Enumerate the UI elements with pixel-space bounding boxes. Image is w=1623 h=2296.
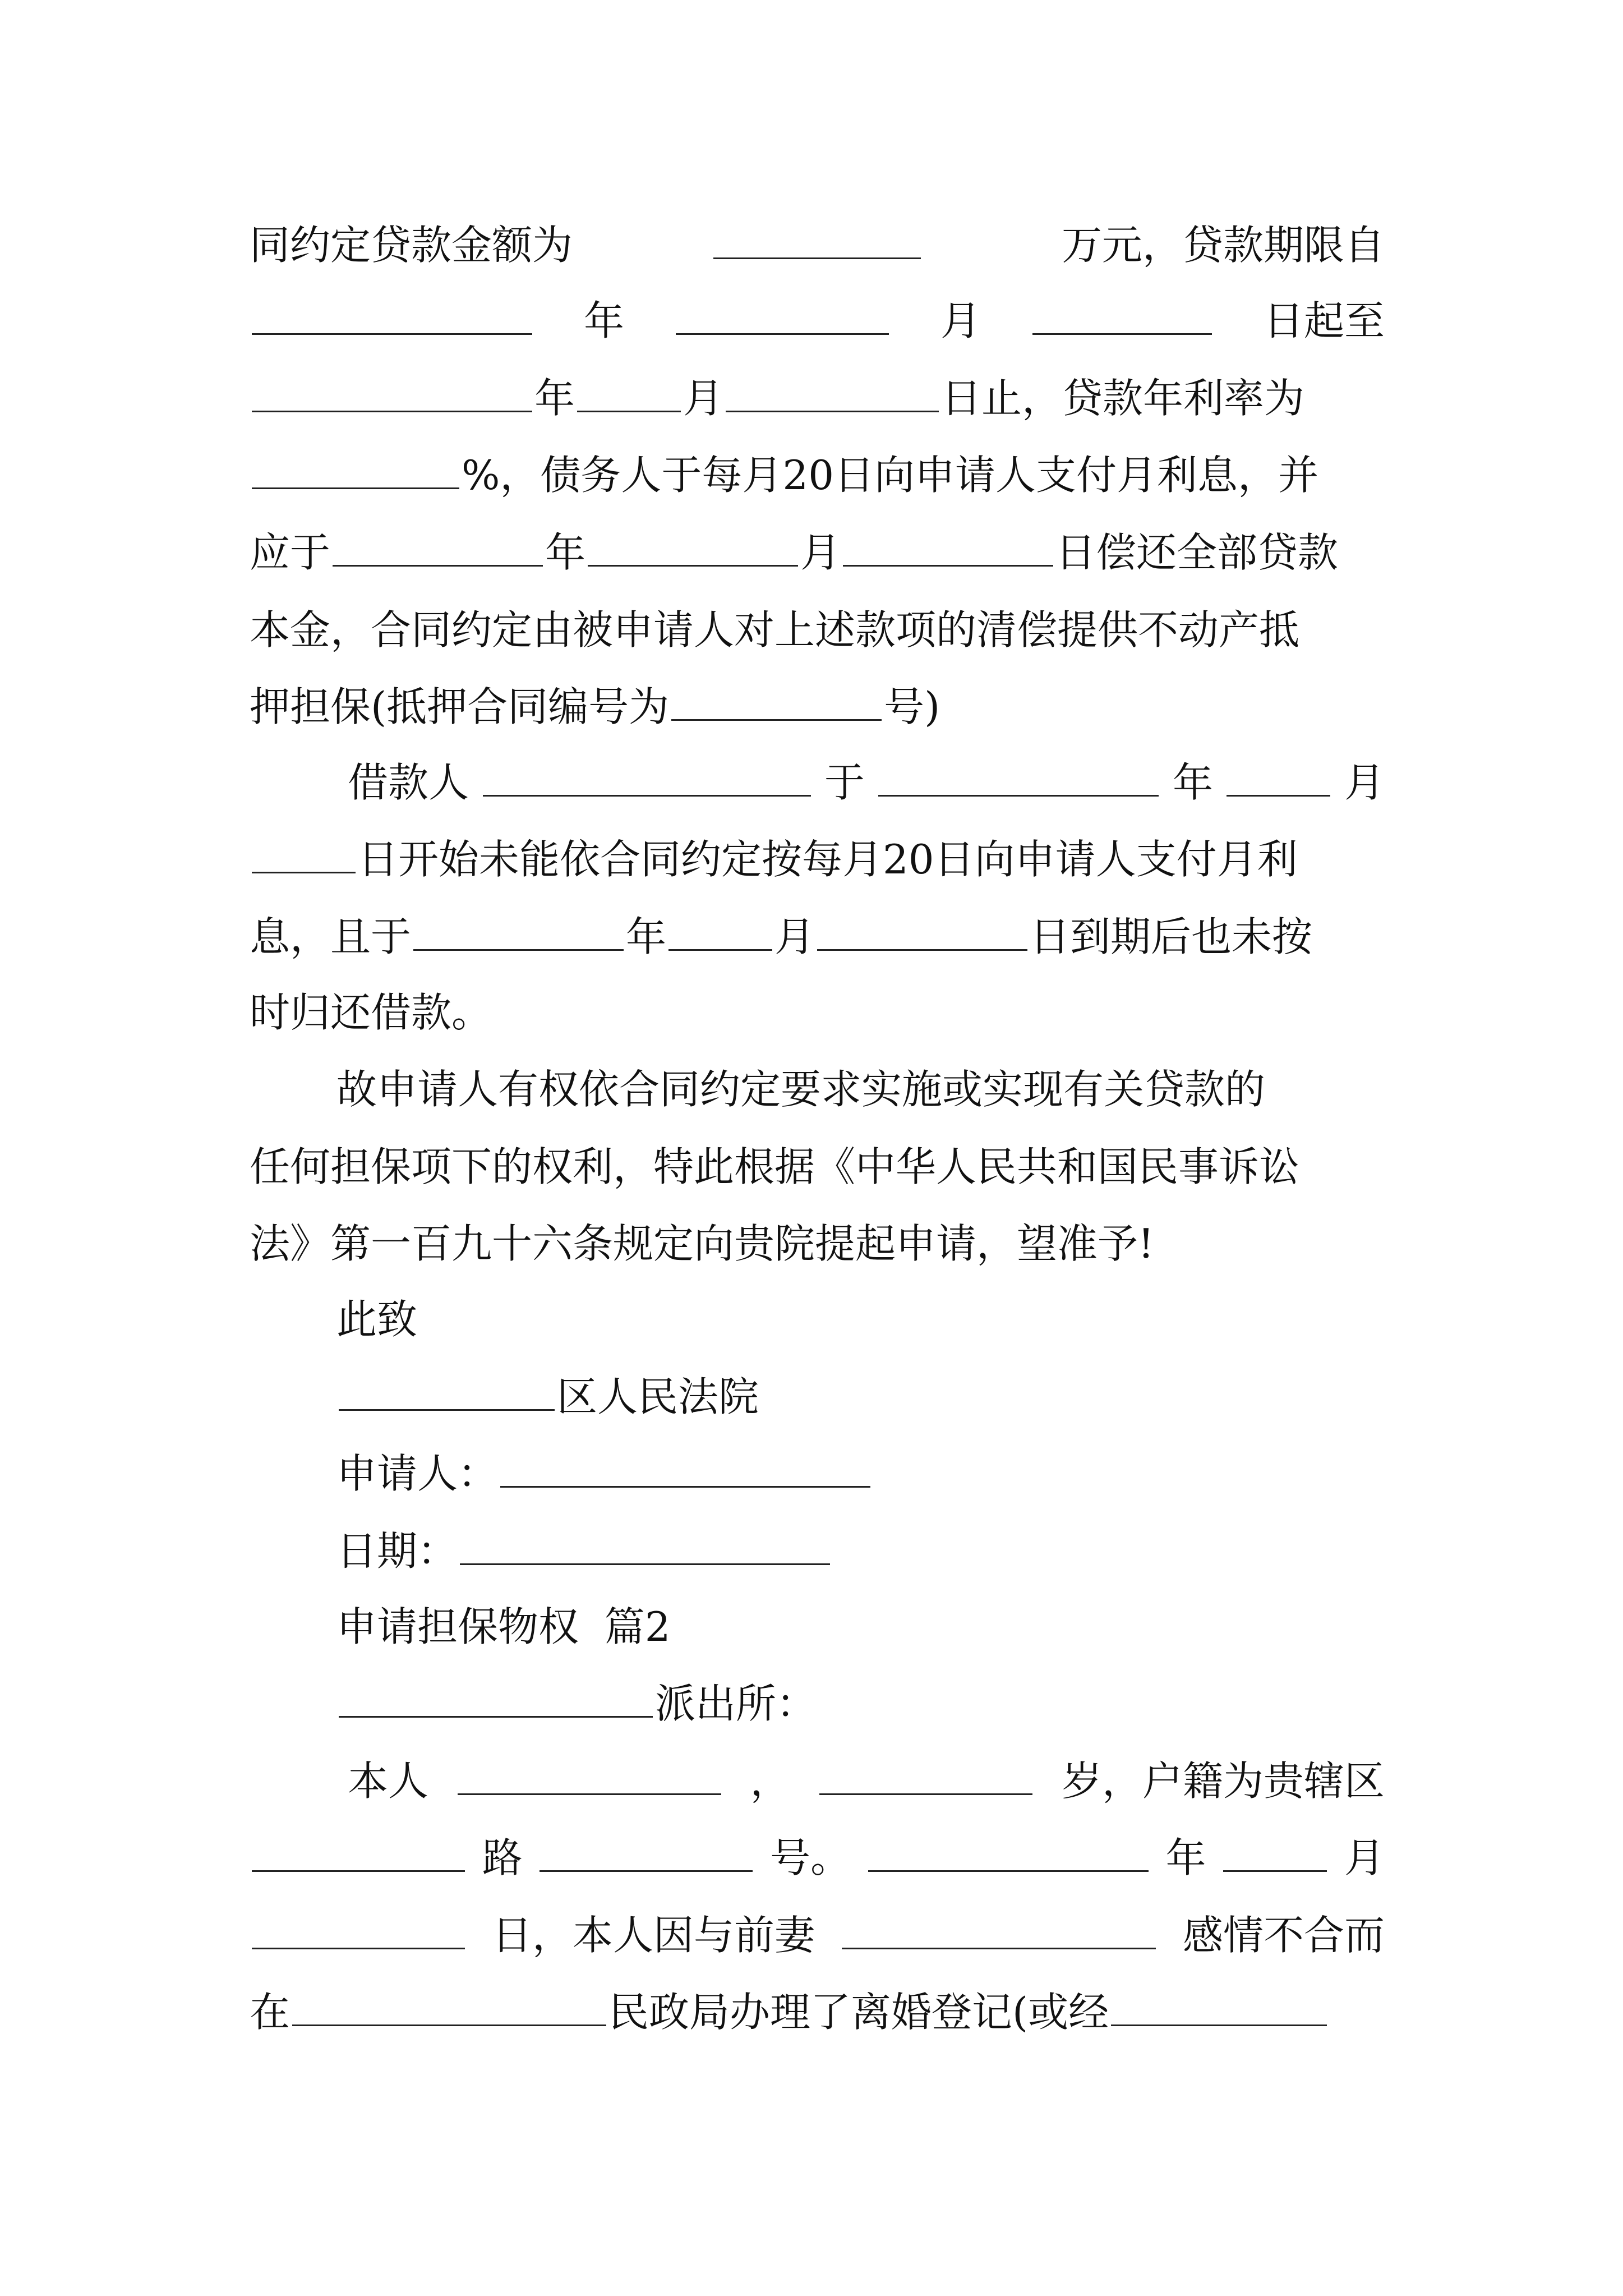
text-line (250, 365, 1385, 432)
text: 年 (545, 529, 586, 576)
blank-field (577, 375, 681, 412)
text-line (250, 596, 1385, 664)
blank-field (252, 297, 532, 335)
text: 法》第一百九十六条规定向贵院提起申请，望准予! (250, 1220, 1154, 1267)
text: 此致 (336, 1296, 418, 1343)
blank-field (843, 529, 1053, 567)
text-line (250, 1210, 1385, 1277)
blank-field (1111, 1989, 1327, 2026)
text: 号) (884, 683, 940, 730)
text: 借款人 (348, 759, 469, 806)
text: 本人 (348, 1757, 429, 1805)
text: 月 (1344, 759, 1385, 806)
text: 押担保(抵押合同编号为 (250, 683, 670, 730)
blank-field (483, 759, 811, 797)
text: 年 (1172, 759, 1213, 806)
text: 月 (774, 913, 815, 960)
blank-field (671, 683, 882, 721)
text-line (250, 1824, 1385, 1892)
blank-field (252, 452, 459, 489)
text: 应于 (250, 529, 331, 576)
text-line (336, 1440, 1385, 1507)
text: 申请人： (336, 1450, 499, 1497)
text: 时归还借款。 (250, 989, 492, 1036)
text: 民政局办理了离婚登记(或经 (608, 1989, 1109, 2036)
text-line (250, 826, 1385, 893)
text: 日止，贷款年利率为 (941, 375, 1305, 422)
blank-field (1223, 1834, 1327, 1872)
text-line (250, 1978, 1385, 2046)
blank-field (817, 913, 1027, 951)
blank-field (1032, 297, 1212, 335)
text-line (250, 673, 1385, 740)
text-line (348, 1747, 1385, 1815)
text: 日到期后也未按 (1030, 913, 1313, 960)
blank-field (339, 1680, 653, 1718)
text: 年 (583, 297, 624, 344)
text: 日起至 (1263, 297, 1385, 344)
blank-field (333, 529, 543, 567)
text-line (336, 1056, 1385, 1123)
text: 派出所： (655, 1680, 817, 1727)
text: %，债务人于每月20日向申请人支付月利息，并 (462, 452, 1319, 499)
blank-field (726, 375, 939, 412)
text: 月 (683, 375, 724, 422)
text: 月 (800, 529, 841, 576)
blank-field (588, 529, 798, 567)
text: 路 (482, 1834, 523, 1881)
text: 日开始未能依合同约定按每月20日向申请人支付月利 (358, 836, 1298, 883)
blank-field (292, 1989, 606, 2026)
text-line (250, 903, 1385, 970)
text: 日期： (336, 1527, 458, 1575)
text-line (250, 211, 1385, 279)
blank-field (540, 1834, 753, 1872)
text-line (336, 1363, 1385, 1430)
text: 年 (626, 913, 667, 960)
blank-field (252, 1912, 465, 1949)
text: 同约定贷款金额为 (250, 222, 573, 269)
text-line (336, 1517, 1385, 1585)
text: ， (750, 1757, 791, 1805)
text-line (348, 749, 1385, 816)
blank-field (413, 913, 624, 951)
blank-field (252, 1834, 465, 1872)
text: 区人民法院 (557, 1373, 759, 1420)
blank-field (868, 1834, 1149, 1872)
text: 万元，贷款期限自 (1061, 222, 1385, 269)
text: 日偿还全部贷款 (1055, 529, 1339, 576)
blank-field (819, 1757, 1032, 1795)
blank-field (339, 1373, 555, 1411)
text: 年 (1165, 1834, 1206, 1881)
text: 故申请人有权依合同约定要求实施或实现有关贷款的 (336, 1066, 1266, 1113)
text: 年 (534, 375, 575, 422)
blank-field (460, 1527, 830, 1565)
blank-field (668, 913, 772, 951)
text: 任何担保项下的权利，特此根据《中华人民共和国民事诉讼 (250, 1143, 1300, 1190)
blank-field (676, 297, 889, 335)
text: 感情不合而 (1182, 1912, 1385, 1959)
blank-field (1227, 759, 1330, 797)
blank-field (458, 1757, 721, 1795)
blank-field (713, 222, 921, 259)
text: 于 (824, 759, 865, 806)
text-line (250, 441, 1385, 509)
blank-field (252, 375, 532, 412)
blank-field (878, 759, 1159, 797)
text-line (250, 1902, 1385, 1969)
text-line (336, 1286, 1385, 1353)
text-line (250, 1133, 1385, 1200)
blank-field (252, 836, 356, 873)
text: 岁，户籍为贵辖区 (1061, 1757, 1385, 1805)
text: 月 (1344, 1834, 1385, 1881)
blank-field (842, 1912, 1156, 1949)
section-heading (336, 1593, 1385, 1660)
text: 日，本人因与前妻 (491, 1912, 815, 1959)
text-line (336, 1670, 1385, 1737)
text: 号。 (770, 1834, 851, 1881)
text-line (250, 519, 1385, 586)
text-line (250, 287, 1385, 355)
text: 月 (940, 297, 981, 344)
text: 息，且于 (250, 913, 412, 960)
text: 在 (250, 1989, 291, 2036)
text-line (250, 979, 1385, 1046)
text: 本金，合同约定由被申请人对上述款项的清偿提供不动产抵 (250, 606, 1300, 654)
text: 申请担保物权 篇2 (336, 1603, 671, 1650)
blank-field (500, 1450, 870, 1488)
